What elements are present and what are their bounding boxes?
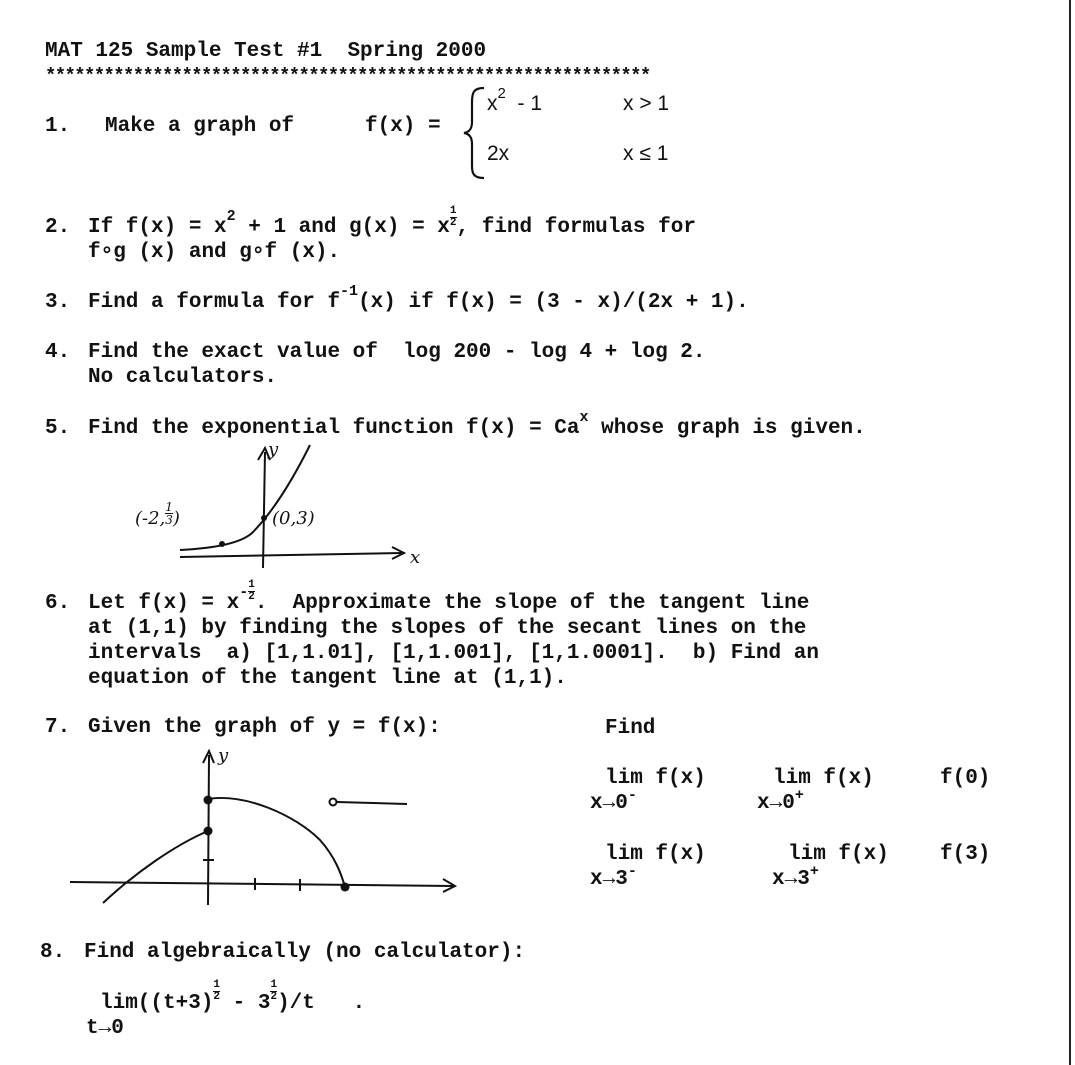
q7-arc (208, 798, 345, 887)
q8-expression: $\lim((t+3)\frac{1}{2}$ - $3\frac{1}{2}$ )/t . (100, 979, 366, 1015)
q7-graph (65, 745, 465, 910)
q5-number: 5. (45, 417, 71, 440)
q5-x-axis (180, 553, 402, 557)
q5-x-label: x (410, 547, 421, 568)
q2-line2: f∘g (x) and g∘f (x). (88, 241, 341, 264)
q6-number: 6. (45, 592, 71, 615)
q7-lim-2-sub: x→0+ (757, 787, 804, 815)
q1-text: Make a graph of (105, 115, 295, 138)
q5-point1-label: ($-2,\frac{1}{3}$ ) (135, 500, 180, 529)
q5-line: Find the exponential function $f(x) = Ca^x$ whose graph is given. (88, 409, 866, 440)
q1-number: 1. (45, 115, 71, 138)
q7-find: Find (605, 717, 656, 740)
q7-lim-2: lim f(x) (773, 767, 874, 790)
q7-lim-1-sub: x→0- (590, 787, 637, 815)
q7-left-branch (103, 831, 208, 903)
q2-number: 2. (45, 216, 71, 239)
q7-point-left (204, 827, 213, 836)
q1-brace (462, 86, 486, 180)
q1-fx: f(x) = (365, 115, 441, 138)
q5-y-label: y (268, 439, 279, 460)
q5-point2-label: (0,3) (272, 508, 315, 529)
q7-y-label: y (218, 745, 229, 766)
q7-number: 7. (45, 716, 71, 739)
q7-lim-3: lim f(x) (605, 843, 706, 866)
q7-point-end (341, 883, 350, 892)
page-border (1069, 0, 1071, 1065)
q1-case2-cond: x ≤ 1 (623, 142, 669, 165)
q4-line2: No calculators. (88, 366, 278, 389)
q7-lim-4-sub: x→3+ (772, 863, 819, 891)
q4-line1: Find the exact value of log 200 - log 4 + log 2. (88, 341, 706, 364)
q7-lim-3-sub: x→3- (590, 863, 637, 891)
q5-curve (180, 445, 310, 550)
q1-case1-expr: $x^2 - 1$ (487, 85, 543, 115)
q5-point-2 (261, 515, 267, 521)
q7-right-segment (337, 802, 407, 804)
q1-case2-expr: 2x (487, 142, 510, 165)
q7-lim-4: lim f(x) (788, 843, 889, 866)
q6-line4: equation of the tangent line at (1,1). (88, 667, 567, 690)
q7-open-point (330, 799, 337, 806)
q8-text: Find algebraically (no calculator): (84, 941, 526, 964)
q8-number: 8. (40, 941, 66, 964)
q3-line: Find a formula for $f^{-1}(x)$ if f(x) = (3 - x)/(2x + 1). (88, 283, 749, 314)
q6-line2: at (1,1) by finding the slopes of the secant lines on the (88, 617, 807, 640)
q6-line1: Let $f(x) = x^-\frac{1}{2}$ . Approximate the slope of the tangent line (88, 579, 810, 615)
q7-lim-1: lim f(x) (605, 767, 706, 790)
q7-val-1: f(0) (940, 767, 991, 790)
star-divider: ************************************************************** (45, 65, 650, 87)
q7-val-2: f(3) (940, 843, 991, 866)
q8-sub: t→0 (86, 1017, 124, 1040)
test-title: MAT 125 Sample Test #1 Spring 2000 (45, 40, 487, 63)
q7-point-top (204, 796, 213, 805)
q1-case1-cond: x > 1 (623, 92, 670, 115)
q4-number: 4. (45, 341, 71, 364)
q7-text: Given the graph of y = f(x): (88, 716, 441, 739)
q3-number: 3. (45, 291, 71, 314)
q5-y-axis (263, 452, 265, 568)
q2-line1: If $f(x) = x^2 + 1$ and $g(x) = x\frac{1}{2}$ , find formulas for (88, 205, 696, 239)
q6-line3: intervals a) [1,1.01], [1,1.001], [1,1.0001]. b) Find an (88, 642, 819, 665)
q5-point-1 (219, 541, 225, 547)
